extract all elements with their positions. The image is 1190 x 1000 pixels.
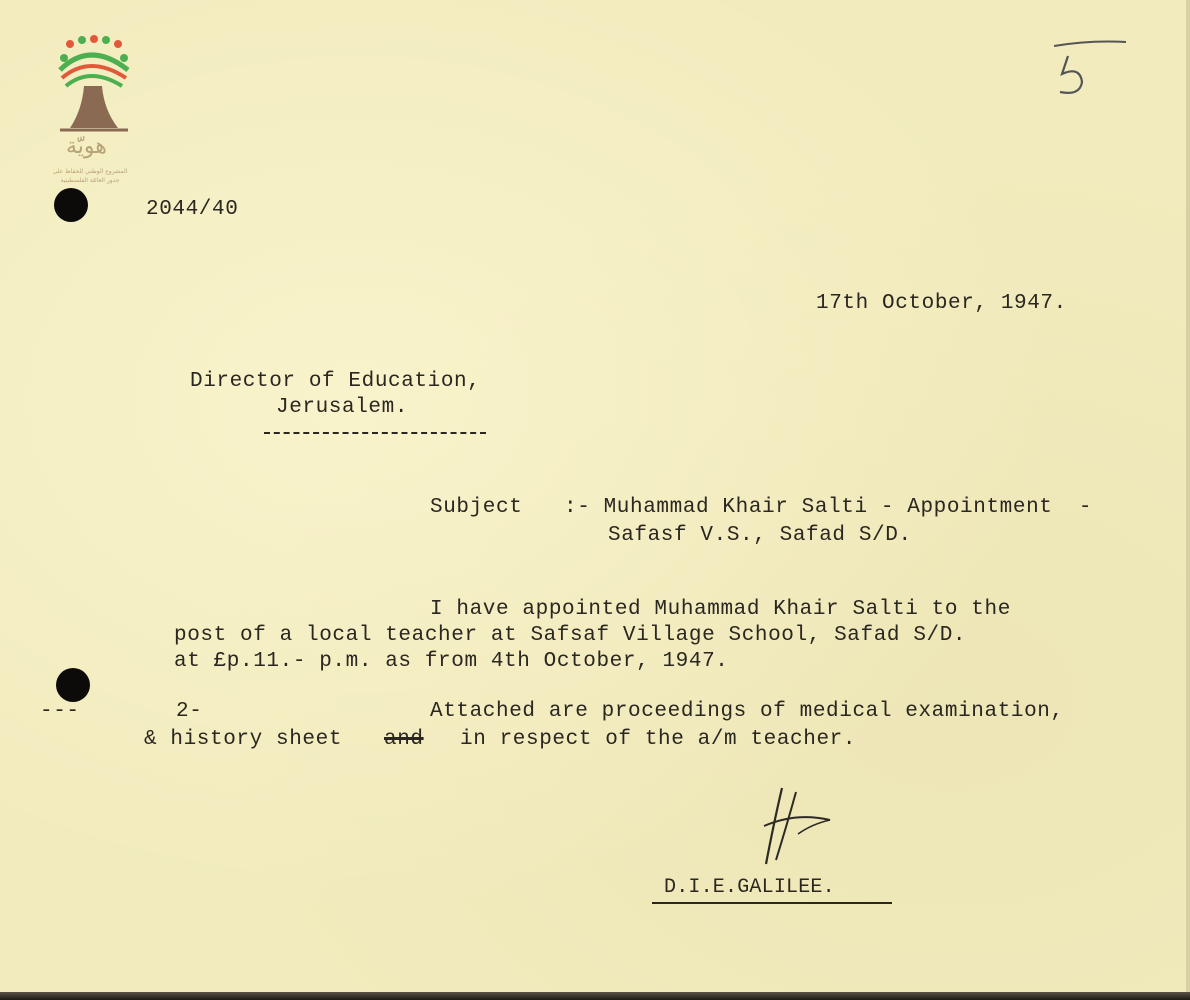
body-para2-line2-part2: in respect of the a/m teacher. [460, 728, 857, 751]
signatory-name: D.I.E.GALILEE. [664, 876, 835, 899]
subject-label: Subject [430, 496, 523, 519]
punch-hole-top [54, 188, 88, 222]
signatory-underline [652, 902, 892, 904]
archive-logo [40, 30, 140, 190]
body-para2-line2-part1: & history sheet [144, 728, 343, 751]
handwritten-page-number-mark [1050, 30, 1130, 100]
letter-date: 17th October, 1947. [816, 292, 1067, 315]
signature-stroke [756, 782, 846, 872]
punch-hole-bottom [56, 668, 90, 702]
addressee-line1: Director of Education, [190, 370, 481, 393]
page-bottom-edge [0, 992, 1190, 1000]
body-para2-line1: Attached are proceedings of medical examination, [430, 700, 1064, 723]
addressee-underline [264, 432, 486, 434]
body-para2-struck-word: and [384, 728, 424, 751]
subject-line1: :- Muhammad Khair Salti - Appointment - [564, 496, 1093, 519]
body-para2-number: 2- [176, 700, 203, 723]
file-reference: 2044/40 [146, 198, 239, 221]
logo-caption-line2: جذور العائلة الفلسطينية [60, 177, 120, 184]
handwritten-signature [756, 782, 846, 872]
logo-caption-line1: المشروع الوطني للحفاظ على [52, 168, 128, 175]
body-para1-line2: post of a local teacher at Safsaf Village School, Safad S/D. [174, 624, 967, 647]
body-para1-line1: I have appointed Muhammad Khair Salti to the [430, 598, 1011, 621]
margin-dash-mark: --- [40, 700, 80, 723]
page-right-edge [1186, 0, 1190, 1000]
addressee-line2: Jerusalem. [276, 396, 409, 419]
tree-family-logo-icon [40, 30, 140, 190]
handwritten-page-number [1050, 30, 1130, 100]
body-para1-line3: at £p.11.- p.m. as from 4th October, 1947. [174, 650, 729, 673]
subject-line2: Safasf V.S., Safad S/D. [608, 524, 912, 547]
logo-arabic-text: هويّة [66, 134, 107, 159]
